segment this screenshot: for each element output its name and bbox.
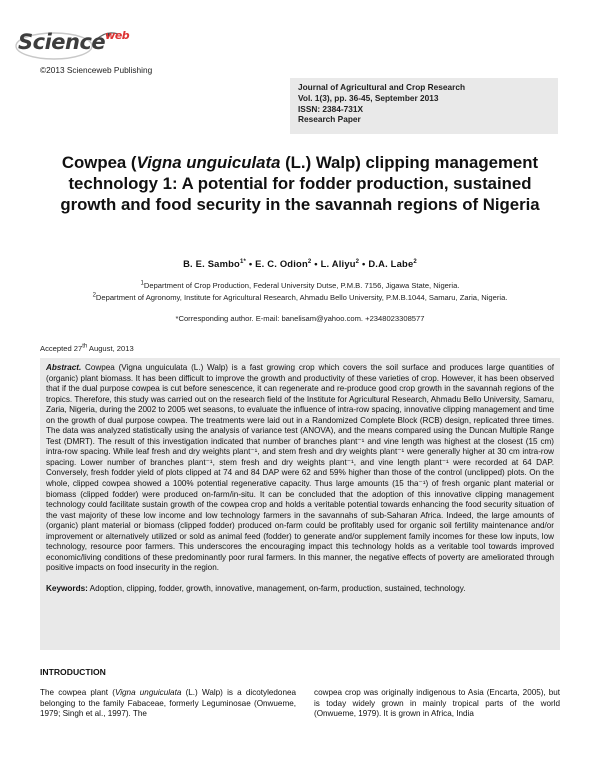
affiliation: $^1$Department of Crop Production, Federal University Dutse, P.M.B. 7156, Jigawa State, Nigeria. (140, 280, 460, 290)
journal-info-box (290, 78, 558, 134)
abstract-box (40, 358, 560, 650)
abstract-text: Abstract. Cowpea (Vigna unguiculata (L.) Walp) is a fast growing crop which covers the soil surface and produces large quantities of (organic) plant biomass. It has been difficult to improve the growth and productivity of these varieties of crop. However, it has been observed that if the dual purpose cowpea is cut before senescence, it can regenerate and re-produce good crop growth in the savannah regions of the tropics. Therefore, this study was carried out on the research field of the Institute for Agricultural Research, Ahmadu Bello University, Samaru, Zaria, Nigeria, during the 2002 to 2005 wet seasons, to evaluate the influence of intra-row spacing, innovative clipping management and time on the growth of dual purpose cowpea. The treatments were laid out in a Randomized Complete Block (RCB) design, replicated three times. The data was analyzed statistically using the analysis of variance test (ANOVA), and the means compared using the Duncan Multiple Range Test (DMRT). The result of this investigation indicated that number of branches plant⁻¹ and vine length was highest at the closest (15 cm) intra-row spacing. While leaf fresh and dry weights plant⁻¹, and stem fresh and dry weights plant⁻¹ were generally higher at 30 cm intra-row spacing. Lower number of branches plant⁻¹, stem fresh and dry weights plant⁻¹, and vine length plant⁻¹ were recorded at 64 DAP. Conversely, fresh fodder yield of plots clipped at 74 and 84 DAP were 62 and 59% higher than those of the control (unclipped) plots. On the whole, clipped cowpea showed a 100% potential regenerative capacity. Thus large amounts (15 tha⁻¹) of fresh organic plant material or biomass (clipped fodder) were produced on-farm/in-situ. It can be concluded that the adoption of this innovative clipping management technology could facilitate sustain growth of the cowpea crop and holds a veritable potential towards enhancing the food security situation of the vast majority of these low income and low technology farmers in the savannahs of sub-Saharan Africa. Indeed, the large amounts of (organic) plant material or biomass (clipped fodder) produced on-farm could be profitably used for organic soil fertility maintenance and/or improvement or alternatively utilized or sold as animal feed (fodder) to generate and/or supplement family incomes for these low inputs, low technology, resource poor farmers. This underscores the encouraging impact this technology holds as a veritable tool towards improved economic/living conditions of these predominantly poor rural farmers. In this manner, the negative effects of poverty are ameliorated through positive impacts on food insecurity in the region. (46, 363, 554, 573)
body-column-left: The cowpea plant (Vigna unguiculata (L.) Walp) is a dicotyledonea belonging to the family Fabaceae, formerly Leguminosae (Onwueme, 1979; Singh et al., 1997). The (40, 688, 297, 719)
journal-issn: ISSN: 2384-731X (298, 103, 364, 114)
publisher-logo (14, 22, 134, 66)
accepted-date: Accepted 27th August, 2013 (40, 343, 134, 353)
author-name: L. Aliyu (320, 258, 356, 269)
paper-title: Cowpea (Vigna unguiculata (L.) Walp) clipping management technology 1: A potential for fodder production, sustained growth and food security in the savannah regions of Nigeria (60, 153, 540, 214)
copyright-notice: ©2013 Scienceweb Publishing (40, 65, 153, 75)
author-name: B. E. Sambo (183, 258, 240, 269)
author-list: B. E. Sambo$^{1*}$ • E. C. Odion$^2$ • L. Aliyu$^2$ • D.A. Labe$^2$ (183, 258, 417, 269)
article-type: Research Paper (298, 114, 361, 125)
author-name: D.A. Labe (368, 258, 414, 269)
author-name: E. C. Odion (255, 258, 308, 269)
corresponding-author: *Corresponding author. E-mail: banelisam@yahoo.com. +2348023308577 (175, 314, 425, 323)
affiliation: $^2$Department of Agronomy, Institute for Agricultural Research, Ahmadu Bello University, P.M.B.1044, Samaru, Zaria, Nigeria. (92, 292, 508, 302)
author-separator: • (314, 258, 318, 269)
keywords: Keywords: Adoption, clipping, fodder, growth, innovative, management, on-farm, production, sustained, technology. (46, 583, 466, 593)
journal-name: Journal of Agricultural and Crop Research (298, 82, 466, 92)
body-column-right: cowpea crop was originally indigenous to Asia (Encarta, 2005), but is today widely grown in mainly tropical parts of the world (Onwueme, 1979). It is grown in Africa, India (314, 688, 560, 719)
author-separator: • (248, 258, 253, 269)
logo-wordmark: Science$^{web}$ (18, 29, 130, 54)
abstract-label: Abstract. (46, 363, 82, 372)
journal-volume: Vol. 1(3), pp. 36-45, September 2013 (298, 92, 439, 103)
section-heading: INTRODUCTION (40, 667, 106, 677)
author-separator: • (362, 258, 366, 269)
